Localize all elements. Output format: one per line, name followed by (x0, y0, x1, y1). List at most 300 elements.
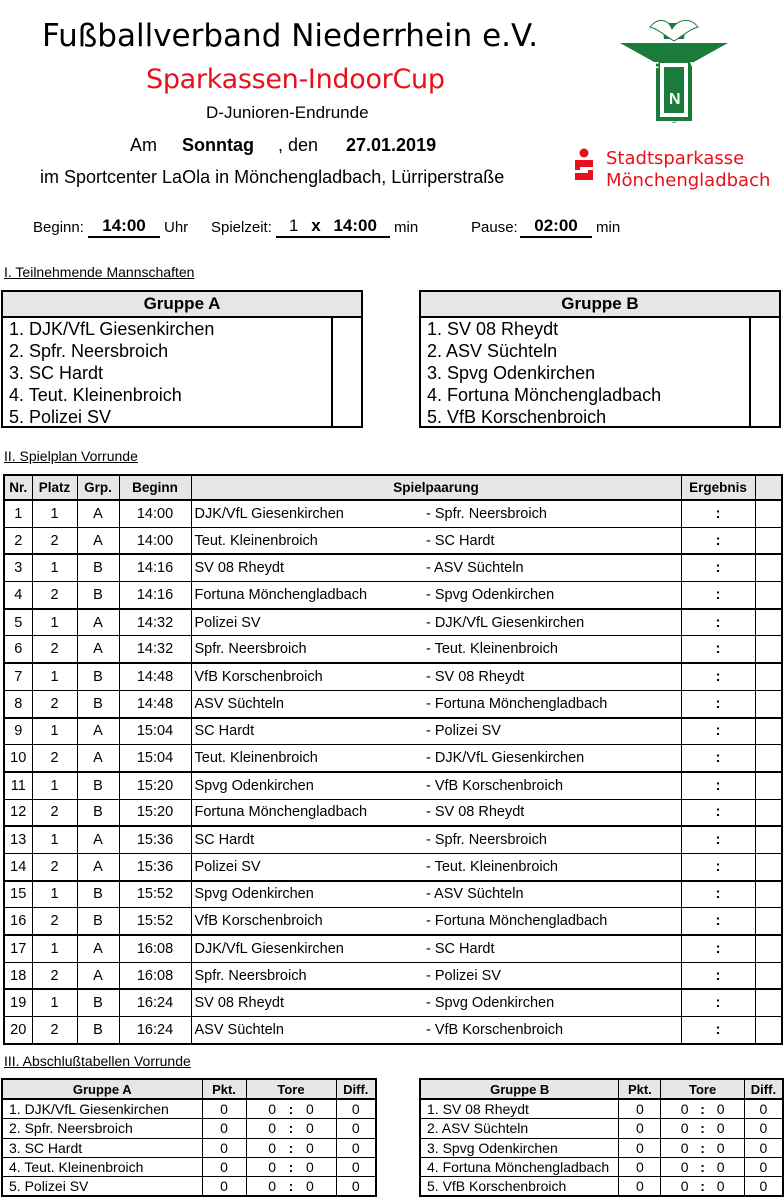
group-letter: A (77, 718, 119, 745)
schedule-row (4, 853, 782, 880)
away-team: - ASV Süchteln (426, 881, 681, 908)
team-name: 3. Spvg Odenkirchen (420, 1138, 619, 1157)
kickoff-time: 15:20 (119, 772, 191, 799)
group-letter: B (77, 989, 119, 1016)
group-letter: A (77, 935, 119, 962)
points: 0 (619, 1138, 661, 1157)
standings-row (420, 1119, 783, 1138)
goals-against: 0 (713, 1176, 745, 1196)
extra-cell (755, 772, 782, 799)
kickoff-time: 15:04 (119, 745, 191, 772)
result-field[interactable]: : (681, 690, 755, 717)
standings-row (420, 1138, 783, 1157)
goals-for: 0 (246, 1138, 280, 1157)
group-letter: A (77, 609, 119, 636)
away-team: - Spfr. Neersbroich (426, 500, 681, 527)
points: 0 (202, 1119, 246, 1138)
extra-cell (755, 908, 782, 935)
schedule-row (4, 609, 782, 636)
goal-diff: 0 (744, 1099, 783, 1119)
team-name: 4. Fortuna Mönchengladbach (420, 1157, 619, 1176)
match-number: 9 (4, 718, 32, 745)
group-a-side-column (331, 318, 361, 428)
goal-diff: 0 (336, 1157, 376, 1176)
team-name: 2. Spfr. Neersbroich (2, 1119, 202, 1138)
match-number: 4 (4, 582, 32, 609)
goal-diff: 0 (336, 1176, 376, 1196)
col-pairing: Spielpaarung (191, 475, 681, 500)
away-team: - DJK/VfL Giesenkirchen (426, 745, 681, 772)
match-number: 2 (4, 527, 32, 554)
sponsor-line1: Stadtsparkasse (606, 148, 745, 169)
result-field[interactable]: : (681, 718, 755, 745)
extra-cell (755, 853, 782, 880)
home-team: DJK/VfL Giesenkirchen (191, 935, 426, 962)
pitch-number: 2 (32, 908, 77, 935)
start-value-wrap (88, 216, 160, 238)
goals-for: 0 (661, 1138, 693, 1157)
match-number: 15 (4, 881, 32, 908)
result-field[interactable]: : (681, 500, 755, 527)
group-b-box (419, 290, 781, 428)
goals-against: 0 (302, 1138, 336, 1157)
pitch-number: 2 (32, 799, 77, 826)
pitch-number: 2 (32, 962, 77, 989)
pitch-number: 2 (32, 636, 77, 663)
pitch-number: 1 (32, 609, 77, 636)
pitch-number: 2 (32, 690, 77, 717)
svg-text:5: 5 (671, 116, 677, 125)
extra-cell (755, 826, 782, 853)
kickoff-time: 15:20 (119, 799, 191, 826)
schedule-table (3, 474, 783, 1045)
away-team: - VfB Korschenbroich (426, 1017, 681, 1044)
kickoff-time: 15:04 (119, 718, 191, 745)
result-field[interactable]: : (681, 636, 755, 663)
away-team: - Fortuna Mönchengladbach (426, 690, 681, 717)
home-team: Fortuna Mönchengladbach (191, 799, 426, 826)
group-header: Gruppe B (420, 1079, 619, 1099)
away-team: - SC Hardt (426, 935, 681, 962)
extra-cell (755, 554, 782, 581)
standings-row (2, 1157, 376, 1176)
points: 0 (202, 1176, 246, 1196)
schedule-row (4, 908, 782, 935)
group-b-team: 1. SV 08 Rheydt (427, 319, 559, 339)
standings-row (2, 1176, 376, 1196)
extra-cell (755, 663, 782, 690)
home-team: VfB Korschenbroich (191, 908, 426, 935)
result-field[interactable]: : (681, 908, 755, 935)
match-number: 7 (4, 663, 32, 690)
home-team: SV 08 Rheydt (191, 989, 426, 1016)
kickoff-time: 16:24 (119, 989, 191, 1016)
schedule-row (4, 989, 782, 1016)
pitch-number: 1 (32, 935, 77, 962)
extra-cell (755, 636, 782, 663)
goals-separator: : (280, 1138, 302, 1157)
goal-diff: 0 (336, 1099, 376, 1119)
extra-cell (755, 745, 782, 772)
result-field[interactable]: : (681, 745, 755, 772)
group-b-side-column (749, 318, 779, 428)
standings-row (2, 1099, 376, 1119)
goals-against: 0 (713, 1099, 745, 1119)
home-team: Teut. Kleinenbroich (191, 745, 426, 772)
result-field[interactable]: : (681, 989, 755, 1016)
group-letter: A (77, 962, 119, 989)
result-field[interactable]: : (681, 772, 755, 799)
match-number: 11 (4, 772, 32, 799)
kickoff-time: 15:52 (119, 908, 191, 935)
pitch-number: 1 (32, 554, 77, 581)
standings-row (420, 1099, 783, 1119)
result-field[interactable]: : (681, 826, 755, 853)
goals-separator: : (280, 1099, 302, 1119)
pitch-number: 2 (32, 1017, 77, 1044)
result-field[interactable]: : (681, 554, 755, 581)
group-letter: B (77, 908, 119, 935)
schedule-row (4, 500, 782, 527)
points: 0 (202, 1157, 246, 1176)
result-field[interactable]: : (681, 935, 755, 962)
section-teams-heading: I. Teilnehmende Mannschaften (4, 264, 195, 280)
home-team: Polizei SV (191, 853, 426, 880)
date-prefix: Am (130, 135, 157, 155)
kickoff-time: 14:48 (119, 663, 191, 690)
group-letter: A (77, 500, 119, 527)
goals-separator: : (280, 1119, 302, 1138)
group-letter: B (77, 881, 119, 908)
goals-against: 0 (713, 1138, 745, 1157)
match-number: 16 (4, 908, 32, 935)
points: 0 (619, 1119, 661, 1138)
final-header-row (2, 1079, 376, 1099)
match-number: 1 (4, 500, 32, 527)
extra-cell (755, 500, 782, 527)
pitch-number: 1 (32, 772, 77, 799)
away-team: - ASV Süchteln (426, 554, 681, 581)
extra-cell (755, 718, 782, 745)
home-team: Spfr. Neersbroich (191, 636, 426, 663)
weekday: Sonntag (182, 135, 254, 155)
pitch-number: 2 (32, 582, 77, 609)
extra-cell (755, 881, 782, 908)
kickoff-time: 16:24 (119, 1017, 191, 1044)
group-letter: A (77, 745, 119, 772)
team-name: 2. ASV Süchteln (420, 1119, 619, 1138)
extra-cell (755, 989, 782, 1016)
schedule-row (4, 935, 782, 962)
goals-separator: : (693, 1099, 713, 1119)
result-field[interactable]: : (681, 853, 755, 880)
pitch-number: 1 (32, 500, 77, 527)
schedule-row (4, 962, 782, 989)
col-nr: Nr. (4, 475, 32, 500)
extra-cell (755, 935, 782, 962)
schedule-row (4, 1017, 782, 1044)
pitch-number: 1 (32, 989, 77, 1016)
home-team: VfB Korschenbroich (191, 663, 426, 690)
pitch-number: 2 (32, 853, 77, 880)
away-team: - DJK/VfL Giesenkirchen (426, 609, 681, 636)
goals-against: 0 (302, 1176, 336, 1196)
start-value: 14:00 (88, 216, 160, 238)
kickoff-time: 15:36 (119, 826, 191, 853)
standings-row (2, 1119, 376, 1138)
goals-separator: : (693, 1119, 713, 1138)
kickoff-time: 14:32 (119, 636, 191, 663)
group-b-team: 4. Fortuna Mönchengladbach (427, 385, 662, 405)
match-number: 19 (4, 989, 32, 1016)
goal-diff: 0 (744, 1138, 783, 1157)
home-team: Polizei SV (191, 609, 426, 636)
group-b-team: 3. Spvg Odenkirchen (427, 363, 596, 383)
home-team: Spvg Odenkirchen (191, 881, 426, 908)
home-team: DJK/VfL Giesenkirchen (191, 500, 426, 527)
col-result: Ergebnis (681, 475, 755, 500)
group-a-team: 5. Polizei SV (9, 407, 112, 427)
final-table-group-a (1, 1078, 377, 1197)
points: 0 (619, 1157, 661, 1176)
group-letter: A (77, 826, 119, 853)
final-header-row (420, 1079, 783, 1099)
group-header: Gruppe A (2, 1079, 202, 1099)
start-unit: Uhr (164, 219, 189, 236)
schedule-row (4, 826, 782, 853)
pitch-number: 1 (32, 663, 77, 690)
goals-for: 0 (661, 1099, 693, 1119)
kickoff-time: 14:32 (119, 609, 191, 636)
schedule-header-row (4, 475, 782, 500)
schedule-row (4, 527, 782, 554)
result-field[interactable]: : (681, 799, 755, 826)
kickoff-time: 16:08 (119, 962, 191, 989)
home-team: SC Hardt (191, 826, 426, 853)
goals-against: 0 (302, 1119, 336, 1138)
group-a-team: 2. Spfr. Neersbroich (9, 341, 169, 361)
away-team: - Polizei SV (426, 962, 681, 989)
schedule-row (4, 690, 782, 717)
goals-separator: : (280, 1157, 302, 1176)
pitch-number: 1 (32, 718, 77, 745)
group-letter: B (77, 554, 119, 581)
schedule-row (4, 582, 782, 609)
pause-value-wrap (520, 216, 592, 238)
goals-against: 0 (302, 1099, 336, 1119)
extra-cell (755, 799, 782, 826)
goals-against: 0 (713, 1157, 745, 1176)
goal-diff: 0 (336, 1119, 376, 1138)
group-a-team: 1. DJK/VfL Giesenkirchen (9, 319, 215, 339)
group-letter: A (77, 853, 119, 880)
goals-for: 0 (661, 1119, 693, 1138)
sponsor-line2: Mönchengladbach (606, 170, 771, 191)
kickoff-time: 14:00 (119, 500, 191, 527)
group-a-box (1, 290, 363, 428)
group-letter: B (77, 1017, 119, 1044)
result-field[interactable]: : (681, 582, 755, 609)
home-team: SC Hardt (191, 718, 426, 745)
col-grp: Grp. (77, 475, 119, 500)
group-letter: A (77, 636, 119, 663)
goals-for: 0 (246, 1119, 280, 1138)
goals-for: 0 (661, 1157, 693, 1176)
fvn-letter-v: V (690, 59, 701, 76)
group-letter: A (77, 527, 119, 554)
result-field[interactable]: : (681, 609, 755, 636)
goals-separator: : (280, 1176, 302, 1196)
kickoff-time: 15:52 (119, 881, 191, 908)
final-table-group-b (419, 1078, 784, 1197)
kickoff-time: 14:16 (119, 582, 191, 609)
match-number: 13 (4, 826, 32, 853)
match-number: 18 (4, 962, 32, 989)
result-field[interactable]: : (681, 663, 755, 690)
sparkasse-s-icon (572, 148, 596, 182)
round-name: D-Junioren-Endrunde (206, 103, 369, 122)
kickoff-time: 14:16 (119, 554, 191, 581)
result-field[interactable]: : (681, 881, 755, 908)
sparkasse-logo (572, 148, 777, 200)
match-number: 10 (4, 745, 32, 772)
match-number: 20 (4, 1017, 32, 1044)
points-header: Pkt. (202, 1079, 246, 1099)
venue: im Sportcenter LaOla in Mönchengladbach, Lürriperstraße (40, 167, 505, 187)
pitch-number: 2 (32, 527, 77, 554)
goals-separator: : (693, 1138, 713, 1157)
playtime-unit: min (394, 219, 419, 236)
team-name: 1. DJK/VfL Giesenkirchen (2, 1099, 202, 1119)
pitch-number: 2 (32, 745, 77, 772)
match-number: 14 (4, 853, 32, 880)
points: 0 (202, 1099, 246, 1119)
home-team: Spvg Odenkirchen (191, 772, 426, 799)
group-letter: B (77, 663, 119, 690)
extra-cell (755, 690, 782, 717)
away-team: - Spvg Odenkirchen (426, 989, 681, 1016)
group-b-team: 5. VfB Korschenbroich (427, 407, 607, 427)
goal-diff: 0 (744, 1176, 783, 1196)
away-team: - Teut. Kleinenbroich (426, 636, 681, 663)
team-name: 3. SC Hardt (2, 1138, 202, 1157)
goal-diff: 0 (336, 1138, 376, 1157)
extra-cell (755, 1017, 782, 1044)
goals-for: 0 (246, 1099, 280, 1119)
away-team: - Polizei SV (426, 718, 681, 745)
goals-header: Tore (246, 1079, 336, 1099)
result-field[interactable]: : (681, 962, 755, 989)
group-letter: B (77, 772, 119, 799)
playtime-count: 1 (289, 216, 299, 235)
playtime-value-wrap (276, 216, 390, 238)
playtime-label: Spielzeit: (211, 219, 272, 236)
points: 0 (619, 1099, 661, 1119)
kickoff-time: 14:48 (119, 690, 191, 717)
group-a-team: 3. SC Hardt (9, 363, 104, 383)
group-b-title: Gruppe B (421, 292, 779, 318)
extra-cell (755, 962, 782, 989)
away-team: - Teut. Kleinenbroich (426, 853, 681, 880)
match-number: 3 (4, 554, 32, 581)
event-date: 27.01.2019 (346, 135, 437, 155)
home-team: ASV Süchteln (191, 1017, 426, 1044)
match-number: 12 (4, 799, 32, 826)
goals-header: Tore (661, 1079, 745, 1099)
kickoff-time: 15:36 (119, 853, 191, 880)
schedule-row (4, 745, 782, 772)
standings-row (420, 1176, 783, 1196)
away-team: - Spfr. Neersbroich (426, 826, 681, 853)
result-field[interactable]: : (681, 1017, 755, 1044)
page-title: Fußballverband Niederrhein e.V. (42, 18, 539, 54)
extra-cell (755, 582, 782, 609)
playtime-x: x (311, 216, 321, 235)
away-team: - Fortuna Mönchengladbach (426, 908, 681, 935)
col-beginn: Beginn (119, 475, 191, 500)
diff-header: Diff. (744, 1079, 783, 1099)
team-name: 5. VfB Korschenbroich (420, 1176, 619, 1196)
extra-cell (755, 609, 782, 636)
goals-for: 0 (246, 1176, 280, 1196)
schedule-row (4, 663, 782, 690)
section-final-heading: III. Abschlußtabellen Vorrunde (4, 1053, 191, 1069)
diff-header: Diff. (336, 1079, 376, 1099)
pitch-number: 1 (32, 881, 77, 908)
playtime-value: 14:00 (333, 216, 377, 235)
home-team: SV 08 Rheydt (191, 554, 426, 581)
goals-for: 0 (661, 1176, 693, 1196)
away-team: - SV 08 Rheydt (426, 799, 681, 826)
goal-diff: 0 (744, 1119, 783, 1138)
fvn-letter-n: N (669, 91, 681, 108)
goals-for: 0 (246, 1157, 280, 1176)
group-a-title: Gruppe A (3, 292, 361, 318)
group-letter: B (77, 690, 119, 717)
points: 0 (619, 1176, 661, 1196)
home-team: Fortuna Mönchengladbach (191, 582, 426, 609)
points: 0 (202, 1138, 246, 1157)
pause-unit: min (596, 219, 621, 236)
schedule-row (4, 554, 782, 581)
home-team: ASV Süchteln (191, 690, 426, 717)
schedule-row (4, 772, 782, 799)
tournament-name: Sparkassen-IndoorCup (146, 64, 445, 95)
kickoff-time: 16:08 (119, 935, 191, 962)
match-number: 8 (4, 690, 32, 717)
home-team: Teut. Kleinenbroich (191, 527, 426, 554)
goals-against: 0 (302, 1157, 336, 1176)
match-number: 17 (4, 935, 32, 962)
schedule-row (4, 718, 782, 745)
team-name: 4. Teut. Kleinenbroich (2, 1157, 202, 1176)
group-b-team: 2. ASV Süchteln (427, 341, 558, 361)
extra-cell (755, 527, 782, 554)
match-number: 5 (4, 609, 32, 636)
team-name: 1. SV 08 Rheydt (420, 1099, 619, 1119)
goal-diff: 0 (744, 1157, 783, 1176)
fvn-letter-f: F (650, 59, 660, 76)
standings-row (2, 1138, 376, 1157)
kickoff-time: 14:00 (119, 527, 191, 554)
goals-against: 0 (713, 1119, 745, 1138)
schedule-row (4, 636, 782, 663)
result-field[interactable]: : (681, 527, 755, 554)
fvn-logo (620, 15, 728, 127)
group-letter: B (77, 799, 119, 826)
pause-label: Pause: (471, 219, 518, 236)
team-name: 5. Polizei SV (2, 1176, 202, 1196)
